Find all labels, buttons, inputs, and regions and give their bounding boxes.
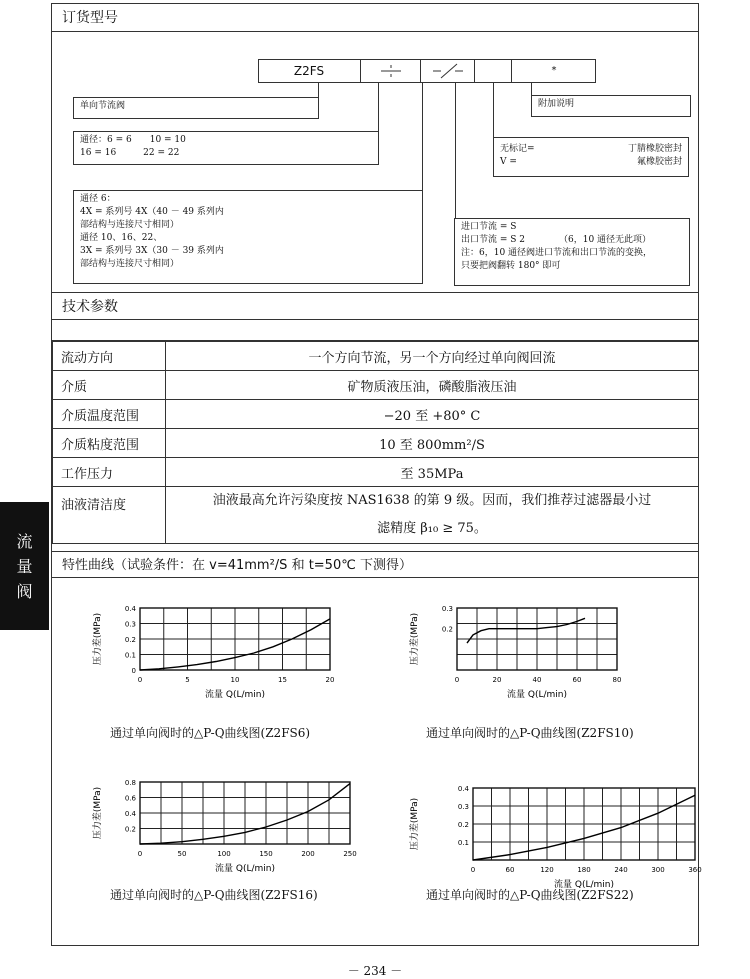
- series-line: 部结构与连接尺寸相同）: [80, 220, 180, 230]
- seal-code: V =: [500, 157, 517, 167]
- x-tick-label: 60: [572, 676, 582, 684]
- param-key: 工作压力: [53, 458, 166, 487]
- param-value: 10 至 800mm²/S: [166, 429, 699, 458]
- y-tick-label: 0.2: [124, 825, 136, 834]
- throttle-line: 进口节流 = S: [461, 222, 517, 232]
- y-tick-label: 0.2: [457, 821, 469, 829]
- throttle-note: （6，10 通径无此项）: [559, 235, 652, 245]
- side-tab-char-1: 流: [16, 531, 33, 551]
- x-tick-label: 0: [470, 866, 476, 874]
- tech-param-table: [52, 341, 699, 544]
- chart-svg: [397, 780, 715, 896]
- code-cell-model: Z2FS: [258, 59, 361, 83]
- curve-section-title: 特性曲线（试验条件：在 v=41mm²/S 和 t=50℃ 下测得）: [52, 551, 698, 578]
- series-line: 通径 6：: [80, 194, 116, 204]
- tech-section-title: 技术参数: [52, 292, 698, 320]
- chart-svg: [397, 600, 637, 706]
- param-value-line: 滤精度 β₁₀ ≥ 75。: [377, 521, 487, 536]
- x-tick-label: 20: [492, 676, 502, 684]
- y-tick-label: 0.4: [124, 605, 136, 613]
- x-tick-label: 80: [612, 676, 622, 684]
- x-tick-label: 40: [532, 676, 542, 684]
- y-tick-label: 0.2: [441, 625, 453, 634]
- box-extra-note: 附加说明: [531, 95, 691, 117]
- table-row: [53, 429, 699, 458]
- y-tick-label: 0.3: [441, 605, 453, 613]
- table-row: [53, 487, 699, 544]
- x-axis-label: 流量 Q(L/min): [554, 880, 614, 890]
- side-tab: [0, 502, 49, 630]
- seal-row: [500, 143, 682, 156]
- x-tick-label: 5: [185, 676, 190, 684]
- param-value: 矿物质液压油，磷酸脂液压油: [166, 371, 699, 400]
- bore-line: 通径：6 = 6 10 = 10: [80, 135, 186, 145]
- box-seal: [493, 137, 689, 177]
- caption-z2fs6: 通过单向阀时的△P-Q曲线图(Z2FS6): [110, 726, 311, 740]
- y-tick-label: 0.6: [124, 794, 136, 803]
- throttle-line: 注：6，10 通径阀进口节流和出口节流的变换，: [461, 248, 653, 258]
- param-key: 介质: [53, 371, 166, 400]
- x-tick-label: 50: [177, 850, 187, 858]
- param-key: 流动方向: [53, 342, 166, 371]
- param-value: 一个方向节流，另一个方向经过单向阀回流: [166, 342, 699, 371]
- table-row: [53, 400, 699, 429]
- caption-z2fs10: 通过单向阀时的△P-Q曲线图(Z2FS10): [426, 726, 634, 740]
- chart-z2fs22: [397, 780, 715, 900]
- x-tick-label: 0: [454, 676, 460, 684]
- seal-material: 氟橡胶密封: [636, 157, 682, 167]
- throttle-line: 只要把阀翻转 180° 即可: [461, 261, 561, 271]
- chart-z2fs6: [80, 600, 350, 710]
- code-cell-seal: [475, 59, 512, 83]
- order-section-title: 订货型号: [52, 4, 698, 32]
- x-tick-label: 60: [505, 866, 515, 874]
- x-tick-label: 0: [137, 850, 143, 858]
- x-tick-label: 180: [577, 866, 591, 874]
- x-tick-label: 360: [688, 866, 702, 874]
- x-tick-label: 240: [614, 866, 628, 874]
- x-tick-label: 200: [301, 850, 315, 858]
- x-tick-label: 100: [217, 850, 231, 858]
- x-tick-label: 15: [278, 676, 287, 684]
- x-tick-label: 250: [343, 850, 357, 858]
- seal-material: 丁腈橡胶密封: [627, 144, 682, 154]
- y-tick-label: 0.3: [124, 620, 136, 629]
- y-tick-label: 0.8: [124, 779, 136, 787]
- x-axis-label: 流量 Q(L/min): [215, 864, 275, 874]
- chart-svg: [80, 600, 350, 706]
- page-frame: [51, 3, 702, 946]
- table-row: [53, 371, 699, 400]
- chart-z2fs16: [80, 774, 370, 884]
- x-tick-label: 10: [230, 676, 240, 684]
- y-tick-label: 0.4: [124, 810, 136, 818]
- y-tick-label: 0: [131, 667, 136, 675]
- y-tick-label: 0.4: [457, 785, 469, 793]
- x-tick-label: 0: [137, 676, 143, 684]
- series-line: 通径 10、16、22、: [80, 233, 163, 243]
- code-cell-extra: *: [551, 65, 557, 76]
- table-row: [53, 458, 699, 487]
- chart-z2fs10: [397, 600, 637, 710]
- box-single-flow-valve: 单向节流阀: [73, 97, 319, 119]
- series-separator-icon: [361, 59, 421, 83]
- param-key: 油液清洁度: [53, 487, 166, 544]
- y-tick-label: 0.1: [457, 839, 469, 847]
- y-axis-label: 压力差(MPa): [410, 797, 420, 851]
- param-value: 至 35MPa: [166, 458, 699, 487]
- y-axis-label: 压力差(MPa): [93, 612, 103, 666]
- box-bore-size: [73, 131, 379, 165]
- seal-row: [500, 156, 682, 169]
- side-tab-char-3: 阀: [16, 581, 33, 601]
- caption-z2fs16: 通过单向阀时的△P-Q曲线图(Z2FS16): [110, 888, 318, 902]
- spacer-row: [52, 322, 698, 341]
- table-row: [53, 342, 699, 371]
- page-number: － 234 －: [347, 964, 403, 978]
- x-axis-label: 流量 Q(L/min): [205, 690, 265, 700]
- code-cell-throttle: [421, 59, 475, 83]
- param-key: 介质温度范围: [53, 400, 166, 429]
- x-tick-label: 150: [259, 850, 273, 858]
- y-tick-label: 0.3: [457, 803, 469, 811]
- box-series: [73, 190, 423, 284]
- series-line: 4X = 系列号 4X（40 － 49 系列内: [80, 207, 224, 217]
- series-line: 3X = 系列号 3X（30 － 39 系列内: [80, 246, 224, 256]
- param-value: [166, 487, 699, 544]
- seal-code: 无标记=: [500, 144, 535, 154]
- bore-line: 16 = 16 22 = 22: [80, 148, 180, 158]
- y-tick-label: 0.2: [124, 636, 136, 644]
- y-axis-label: 压力差(MPa): [93, 786, 103, 840]
- caption-z2fs22: 通过单向阀时的△P-Q曲线图(Z2FS22): [426, 888, 634, 902]
- chart-svg: [80, 774, 370, 880]
- y-tick-label: 0.1: [124, 651, 136, 660]
- side-tab-char-2: 量: [16, 556, 33, 576]
- param-value: −20 至 +80° C: [166, 400, 699, 429]
- x-tick-label: 300: [651, 866, 665, 874]
- x-tick-label: 20: [325, 676, 335, 684]
- throttle-line: 出口节流 = S 2: [461, 235, 526, 245]
- series-line: 部结构与连接尺寸相同）: [80, 259, 180, 269]
- x-axis-label: 流量 Q(L/min): [507, 690, 567, 700]
- param-key: 介质粘度范围: [53, 429, 166, 458]
- x-tick-label: 120: [540, 866, 554, 874]
- box-throttle-type: [454, 218, 690, 286]
- y-axis-label: 压力差(MPa): [410, 612, 420, 666]
- code-cell-series: [361, 59, 421, 83]
- throttle-slash-icon: [421, 59, 475, 83]
- param-value-line: 油液最高允许污染度按 NAS1638 的第 9 级。因而，我们推荐过滤器最小过: [212, 493, 652, 508]
